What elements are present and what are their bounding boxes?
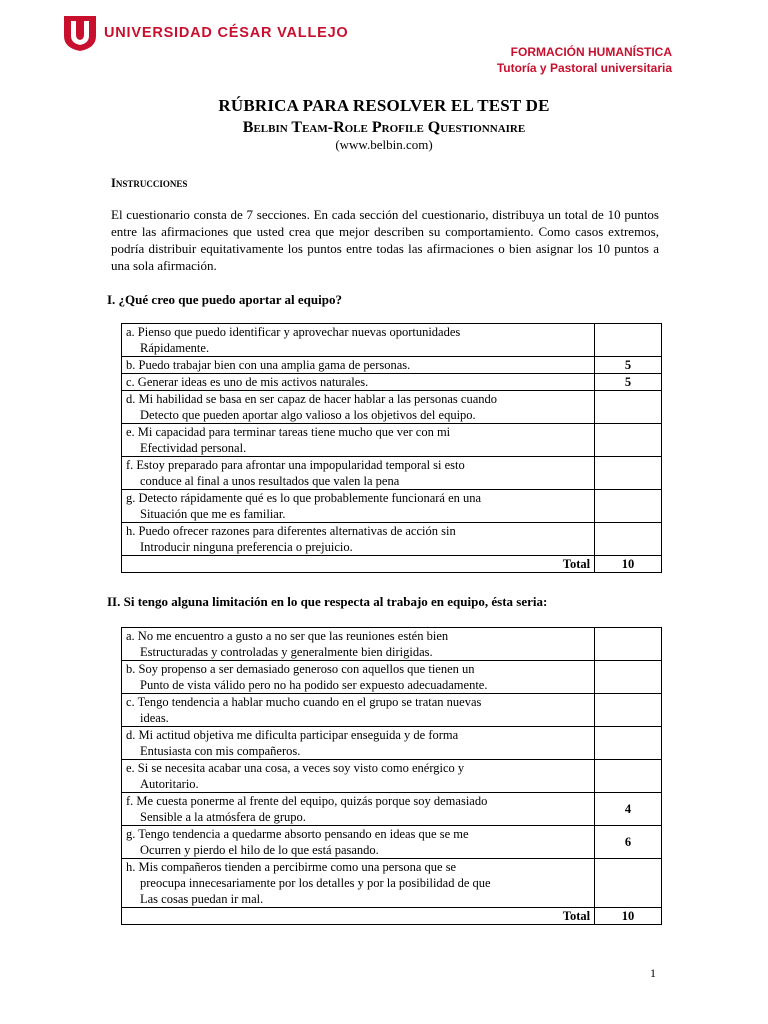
statement-c: c. Tengo tendencia a hablar mucho cuando en el grupo se tratan nuevas (126, 695, 482, 709)
statement-e-cont: Efectividad personal. (140, 441, 247, 455)
page-number: 1 (650, 966, 656, 980)
department-block (497, 44, 672, 76)
instructions-text: El cuestionario consta de 7 secciones. En cada sección del cuestionario, distribuya un total de 10 puntos entre las afirmaciones que usted crea que mejor describen su comportamiento. Como casos extremos, podría distribuir equitativamente los puntos entre todas las afirmaciones o bien asignar los 10 puntos a una sola afirmación. (111, 207, 659, 273)
statement-h-cont2: Las cosas puedan ir mal. (140, 892, 264, 906)
total-row (122, 556, 662, 573)
statement-d-cont: Detecto que pueden aportar algo valioso a los objetivos del equipo. (140, 408, 476, 422)
score-cell[interactable] (595, 324, 662, 357)
table-row (122, 391, 662, 424)
score-cell[interactable] (595, 490, 662, 523)
statement-e: e. Mi capacidad para terminar tareas tiene mucho que ver con mi (126, 425, 451, 439)
table-row (122, 357, 662, 374)
statement-g-cont: Situación que me es familiar. (140, 507, 286, 521)
document-title (0, 96, 768, 153)
table-row (122, 523, 662, 556)
table-row (122, 793, 662, 826)
total-value: 10 (595, 908, 662, 925)
statement-h-cont: preocupa innecesariamente por los detalles y por la posibilidad de que (140, 876, 491, 890)
section2-table (121, 627, 662, 925)
table-row (122, 628, 662, 661)
title-main: RÚBRICA PARA RESOLVER EL TEST DE (218, 96, 550, 115)
section1-table (121, 323, 662, 573)
statement-f-cont: conduce al final a unos resultados que valen la pena (140, 474, 400, 488)
score-cell[interactable] (595, 760, 662, 793)
total-value: 10 (595, 556, 662, 573)
statement-d: d. Mi actitud objetiva me dificulta participar enseguida y de forma (126, 728, 459, 742)
table-row (122, 490, 662, 523)
statement-a-cont: Rápidamente. (140, 341, 210, 355)
table-row (122, 727, 662, 760)
total-label: Total (122, 556, 595, 573)
statement-b: b. Soy propenso a ser demasiado generoso con aquellos que tienen un (126, 662, 475, 676)
score-cell[interactable]: 6 (595, 826, 662, 859)
table-row (122, 826, 662, 859)
statement-e-cont: Autoritario. (140, 777, 199, 791)
department-title: FORMACIÓN HUMANÍSTICA (510, 45, 672, 59)
table-row (122, 661, 662, 694)
score-cell[interactable] (595, 661, 662, 694)
table-row (122, 457, 662, 490)
statement-g: g. Detecto rápidamente qué es lo que probablemente funcionará en una (126, 491, 482, 505)
statement-a: a. No me encuentro a gusto a no ser que las reuniones estén bien (126, 629, 449, 643)
statement-h-cont: Introducir ninguna preferencia o prejuicio. (140, 540, 353, 554)
score-cell[interactable]: 5 (595, 357, 662, 374)
statement-g-cont: Ocurren y pierdo el hilo de lo que está pasando. (140, 843, 379, 857)
table-row (122, 324, 662, 357)
statement-f-cont: Sensible a la atmósfera de grupo. (140, 810, 306, 824)
score-cell[interactable]: 5 (595, 374, 662, 391)
total-row (122, 908, 662, 925)
statement-f: f. Estoy preparado para afrontar una impopularidad temporal si esto (126, 458, 465, 472)
score-cell[interactable] (595, 424, 662, 457)
section1-heading: I. ¿Qué creo que puedo aportar al equipo? (107, 292, 342, 307)
statement-e: e. Si se necesita acabar una cosa, a veces soy visto como enérgico y (126, 761, 465, 775)
table-row (122, 760, 662, 793)
university-name: UNIVERSIDAD CÉSAR VALLEJO (104, 25, 349, 41)
table-row (122, 694, 662, 727)
score-cell[interactable] (595, 628, 662, 661)
score-cell[interactable] (595, 457, 662, 490)
ucv-logo-icon (62, 14, 98, 52)
score-cell[interactable] (595, 694, 662, 727)
statement-h: h. Mis compañeros tienden a percibirme como una persona que se (126, 860, 457, 874)
department-subtitle: Tutoría y Pastoral universitaria (496, 61, 672, 75)
section2-heading: II. Si tengo alguna limitación en lo que respecta al trabajo en equipo, ésta seria: (107, 594, 548, 609)
score-cell[interactable] (595, 859, 662, 908)
statement-d: d. Mi habilidad se basa en ser capaz de hacer hablar a las personas cuando (126, 392, 498, 406)
statement-c: c. Generar ideas es uno de mis activos naturales. (126, 375, 369, 389)
statement-g: g. Tengo tendencia a quedarme absorto pensando en ideas que se me (126, 827, 469, 841)
score-cell[interactable]: 4 (595, 793, 662, 826)
score-cell[interactable] (595, 523, 662, 556)
score-cell[interactable] (595, 727, 662, 760)
statement-c-cont: ideas. (140, 711, 169, 725)
statement-b-cont: Punto de vista válido pero no ha podido ser expuesto adecuadamente. (140, 678, 488, 692)
table-row (122, 424, 662, 457)
statement-f: f. Me cuesta ponerme al frente del equipo, quizás porque soy demasiado (126, 794, 488, 808)
statement-h: h. Puedo ofrecer razones para diferentes alternativas de acción sin (126, 524, 456, 538)
statement-a: a. Pienso que puedo identificar y aprovechar nuevas oportunidades (126, 325, 461, 339)
score-cell[interactable] (595, 391, 662, 424)
statement-d-cont: Entusiasta con mis compañeros. (140, 744, 301, 758)
table-row (122, 859, 662, 908)
title-url: (www.belbin.com) (335, 137, 433, 152)
total-label: Total (122, 908, 595, 925)
instructions-label: Instrucciones (111, 176, 188, 190)
statement-b: b. Puedo trabajar bien con una amplia gama de personas. (126, 358, 411, 372)
statement-a-cont: Estructuradas y controladas y generalmente bien dirigidas. (140, 645, 433, 659)
table-row (122, 374, 662, 391)
title-subtitle: Belbin Team-Role Profile Questionnaire (242, 119, 526, 136)
